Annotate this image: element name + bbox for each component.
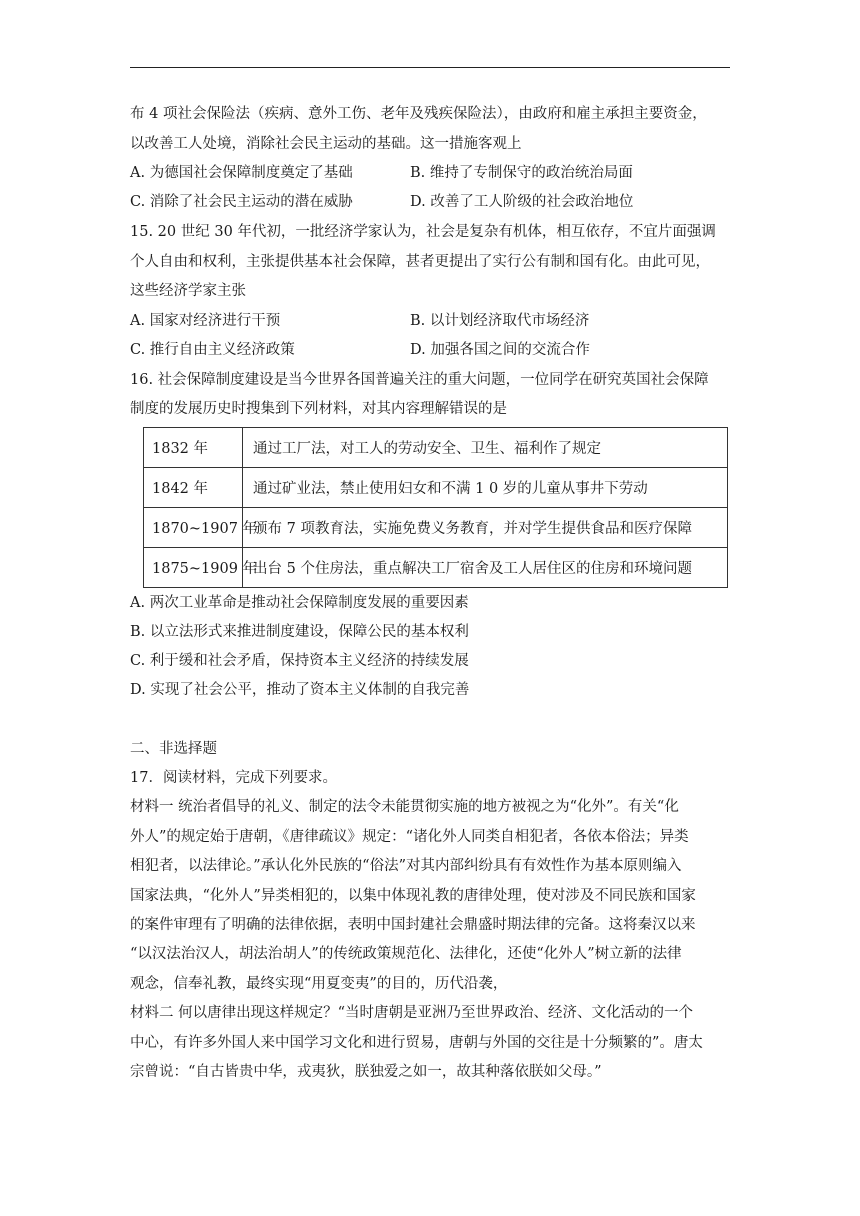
q15-stem-line-1: 15. 20 世纪 30 年代初，一批经济学家认为，社会是复杂有机体，相互依存，不宜片面强调: [130, 224, 716, 240]
material1-line-7: 观念，信奉礼教，最终实现“用夏变夷”的目的，历代沿袭，: [130, 976, 508, 992]
q14-option-d[interactable]: D. 改善了工人阶级的社会政治地位: [410, 194, 634, 210]
material2-line-3: 宗曾说：“自古皆贵中华，戎夷狄，朕独爱之如一，故其种落依朕如父母。”: [130, 1064, 602, 1080]
q16-option-a[interactable]: A. 两次工业革命是推动社会保障制度发展的重要因素: [130, 595, 469, 611]
material1-line-5: 的案件审理有了明确的法律依据，表明中国封建社会鼎盛时期法律的完备。这将秦汉以来: [130, 917, 696, 933]
q17-intro: 17．阅读材料，完成下列要求。: [130, 770, 337, 786]
q14-stem-line-2: 以改善工人处境，消除社会民主运动的基础。这一措施客观上: [130, 136, 522, 152]
q16-stem-line-1: 16. 社会保障制度建设是当今世界各国普遍关注的重大问题，一位同学在研究英国社会保障: [130, 372, 709, 388]
q15-stem-line-3: 这些经济学家主张: [130, 283, 246, 299]
table-row: [144, 548, 728, 588]
material1-line-6: “以汉法治汉人，胡法治胡人”的传统政策规范化、法律化，还使“化外人”树立新的法律: [130, 946, 682, 962]
q15-stem-line-2: 个人自由和权利，主张提供基本社会保障，甚者更提出了实行公有制和国有化。由此可见，: [130, 254, 710, 270]
q15-option-d[interactable]: D. 加强各国之间的交流合作: [410, 342, 590, 358]
table-cell-year: 1870~1907 年: [144, 508, 243, 548]
material2-line-1: 材料二 何以唐律出现这样规定？“当时唐朝是亚洲乃至世界政治、经济、文化活动的一个: [130, 1005, 694, 1021]
table-cell-content: 出台 5 个住房法，重点解决工厂宿舍及工人居住区的住房和环境问题: [243, 548, 728, 588]
table-cell-year: 1842 年: [144, 468, 243, 508]
table-cell-year: 1832 年: [144, 428, 243, 468]
q15-option-b[interactable]: B. 以计划经济取代市场经济: [410, 313, 590, 329]
q14-option-b[interactable]: B. 维持了专制保守的政治统治局面: [410, 165, 633, 181]
table-cell-content: 颁布 7 项教育法，实施免费义务教育，并对学生提供食品和医疗保障: [243, 508, 728, 548]
q16-option-b[interactable]: B. 以立法形式来推进制度建设，保障公民的基本权利: [130, 624, 469, 640]
q15-option-a[interactable]: A. 国家对经济进行干预: [130, 313, 281, 329]
material2-line-2: 中心，有许多外国人来中国学习文化和进行贸易，唐朝与外国的交往是十分频繁的”。唐太: [130, 1035, 703, 1051]
q14-option-a[interactable]: A. 为德国社会保障制度奠定了基础: [130, 165, 353, 181]
q15-option-c[interactable]: C. 推行自由主义经济政策: [130, 342, 295, 358]
header-rule: [130, 67, 730, 68]
q16-stem-line-2: 制度的发展历史时搜集到下列材料，对其内容理解错误的是: [130, 401, 507, 417]
q16-material-table: [143, 427, 728, 588]
q16-option-c[interactable]: C. 利于缓和社会矛盾，保持资本主义经济的持续发展: [130, 653, 469, 669]
table-row: [144, 428, 728, 468]
table-row: [144, 468, 728, 508]
section-heading: 二、非选择题: [130, 741, 217, 757]
material1-line-1: 材料一 统治者倡导的礼义、制定的法令未能贯彻实施的地方被视之为“化外”。有关“化: [130, 799, 679, 815]
q14-stem-line-1: 布 4 项社会保险法（疾病、意外工伤、老年及残疾保险法），由政府和雇主承担主要资金，: [130, 106, 707, 122]
q16-option-d[interactable]: D. 实现了社会公平，推动了资本主义体制的自我完善: [130, 682, 470, 698]
material1-line-4: 国家法典，“化外人”异类相犯的，以集中体现礼教的唐律处理，使对涉及不同民族和国家: [130, 888, 696, 904]
table-row: [144, 508, 728, 548]
table-cell-year: 1875~1909 年: [144, 548, 243, 588]
table-cell-content: 通过矿业法，禁止使用妇女和不满 1 0 岁的儿童从事井下劳动: [243, 468, 728, 508]
table-cell-content: 通过工厂法，对工人的劳动安全、卫生、福利作了规定: [243, 428, 728, 468]
q14-option-c[interactable]: C. 消除了社会民主运动的潜在威胁: [130, 194, 353, 210]
material1-line-2: 外人”的规定始于唐朝，《唐律疏议》规定：“诸化外人同类自相犯者，各依本俗法；异类: [130, 829, 689, 845]
material1-line-3: 相犯者，以法律论。”承认化外民族的“俗法”对其内部纠纷具有有效性作为基本原则编入: [130, 858, 682, 874]
